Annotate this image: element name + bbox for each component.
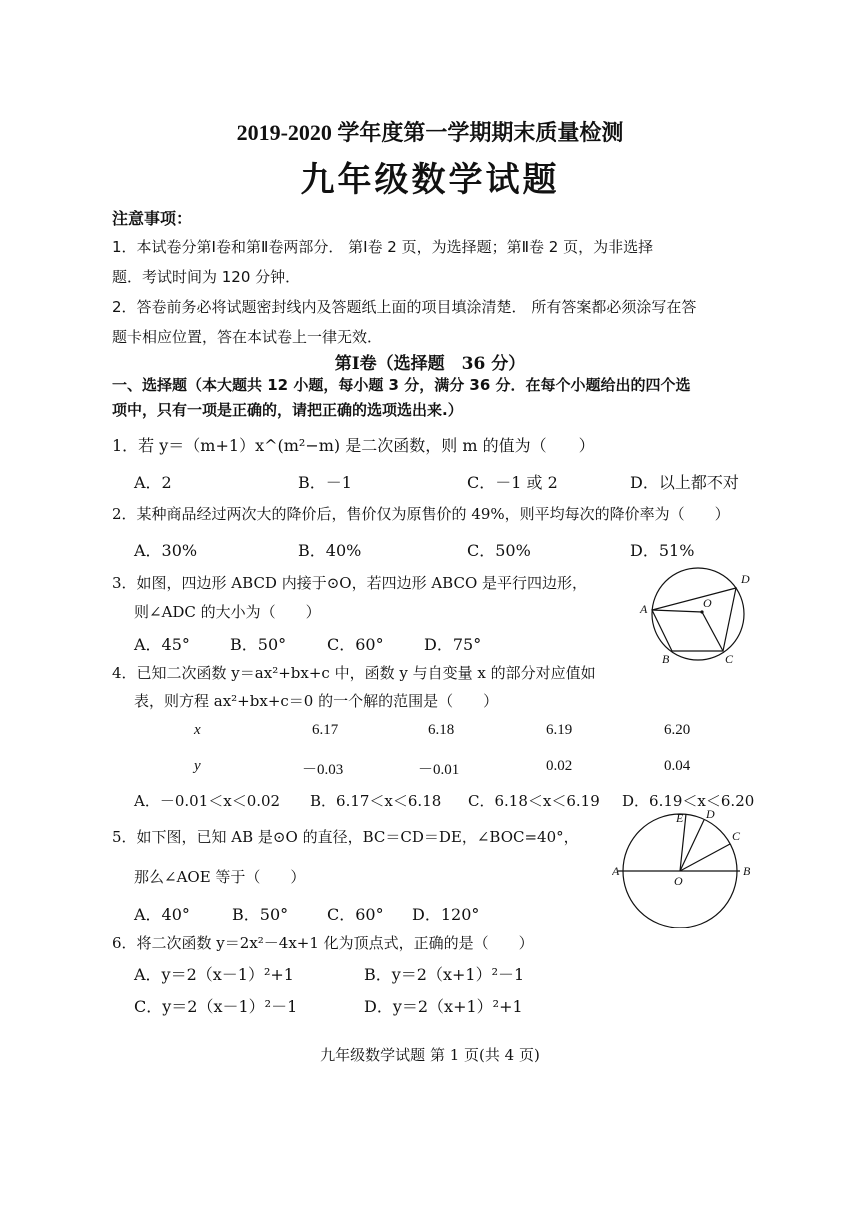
q4-stem-line2: 表，则方程 ax²+bx+c＝0 的一个解的范围是（ ）	[134, 692, 499, 710]
q4-option-c: C．6.18＜x＜6.19	[468, 792, 600, 810]
notes-item1-line1: 1．本试卷分第Ⅰ卷和第Ⅱ卷两部分． 第Ⅰ卷 2 页，为选择题；第Ⅱ卷 2 页，为非选择	[112, 238, 654, 256]
q1-stem: 1．若 y＝（m+1）x^(m²−m) 是二次函数，则 m 的值为（ ）	[112, 436, 595, 455]
q3-label-b: B	[662, 652, 670, 665]
q3-label-a: A	[640, 602, 648, 616]
q5-label-c: C	[732, 829, 741, 843]
q5-radius-od	[680, 820, 704, 871]
q1-option-b: B．－1	[298, 473, 352, 492]
q1-option-d: D．以上都不对	[630, 473, 739, 492]
section-intro-line2: 项中，只有一项是正确的，请把正确的选项选出来.）	[112, 401, 463, 419]
table-cell: 6.17	[312, 722, 339, 738]
q3-option-b: B．50°	[230, 635, 287, 654]
exam-subtitle: 九年级数学试题	[300, 160, 560, 200]
q3-quadrilateral-abcd	[652, 588, 736, 651]
table-cell: －0.03	[302, 762, 344, 778]
q3-label-d: D	[741, 572, 750, 586]
q3-stem-line2: 则∠ADC 的大小为（ ）	[134, 603, 321, 621]
q5-label-a: A	[612, 864, 620, 878]
q3-label-o: O	[703, 596, 712, 610]
q3-option-d: D．75°	[424, 635, 482, 654]
table-cell: 6.19	[546, 722, 573, 738]
q5-circle-figure	[612, 808, 784, 928]
table-header-x: x	[194, 722, 201, 738]
q5-radius-oc	[680, 844, 730, 871]
q3-label-c: C	[725, 652, 734, 665]
q6-option-c: C．y＝2（x－1）²－1	[134, 997, 298, 1016]
q6-option-d: D．y＝2（x+1）²+1	[364, 997, 523, 1016]
section-intro-line1: 一、选择题（本大题共 12 小题，每小题 3 分，满分 36 分．在每个小题给出的四个选	[112, 376, 691, 394]
q5-label-e: E	[676, 811, 684, 825]
table-cell: －0.01	[418, 762, 460, 778]
q4-option-d: D．6.19＜x＜6.20	[622, 792, 755, 810]
table-cell: 0.04	[664, 758, 691, 774]
q5-label-o: O	[674, 874, 683, 888]
q5-option-d: D．120°	[412, 905, 480, 924]
exam-title: 2019-2020 学年度第一学期期末质量检测	[236, 120, 624, 145]
q2-option-b: B．40%	[298, 541, 362, 560]
notes-item2-line1: 2．答卷前务必将试题密封线内及答题纸上面的项目填涂清楚． 所有答案都必须涂写在答	[112, 298, 697, 316]
q3-option-c: C．60°	[327, 635, 384, 654]
q2-option-d: D．51%	[630, 541, 695, 560]
q1-option-c: C．－1 或 2	[467, 473, 558, 492]
q6-stem: 6．将二次函数 y＝2x²－4x+1 化为顶点式，正确的是（ ）	[112, 934, 534, 952]
q5-label-b: B	[743, 864, 751, 878]
table-cell: 6.20	[664, 722, 691, 738]
notes-heading: 注意事项：	[112, 209, 193, 228]
q5-option-a: A．40°	[134, 905, 190, 924]
q5-option-c: C．60°	[327, 905, 384, 924]
table-header-y: y	[194, 758, 201, 774]
notes-item1-line2: 题．考试时间为 120 分钟．	[112, 268, 301, 286]
q1-option-a: A．2	[134, 473, 172, 492]
section-title: 第Ⅰ卷（选择题 36 分）	[334, 354, 526, 374]
q5-stem-line2: 那么∠AOE 等于（ ）	[134, 868, 306, 886]
q3-stem-line1: 3．如图，四边形 ABCD 内接于⊙O，若四边形 ABCO 是平行四边形，	[112, 574, 588, 592]
q4-stem-line1: 4．已知二次函数 y＝ax²+bx+c 中，函数 y 与自变量 x 的部分对应值如	[112, 664, 596, 682]
q2-option-a: A．30%	[134, 541, 198, 560]
q6-option-b: B．y＝2（x+1）²－1	[364, 965, 525, 984]
table-cell: 6.18	[428, 722, 455, 738]
q5-label-d: D	[706, 808, 715, 821]
table-cell: 0.02	[546, 758, 573, 774]
q3-center-dot	[700, 610, 703, 613]
q4-option-b: B．6.17＜x＜6.18	[310, 792, 442, 810]
q5-stem-line1: 5．如下图，已知 AB 是⊙O 的直径，BC＝CD＝DE，∠BOC=40°，	[112, 828, 579, 846]
q2-stem: 2．某种商品经过两次大的降价后，售价仅为原售价的 49%，则平均每次的降价率为（ ）	[112, 505, 730, 523]
notes-item2-line2: 题卡相应位置，答在本试卷上一律无效．	[112, 328, 383, 346]
q3-circle-figure	[632, 565, 760, 665]
q6-option-a: A．y＝2（x－1）²+1	[134, 965, 294, 984]
page-footer: 九年级数学试题 第 1 页(共 4 页)	[320, 1046, 540, 1064]
q3-option-a: A．45°	[134, 635, 190, 654]
q4-option-a: A．－0.01＜x＜0.02	[134, 792, 281, 810]
q2-option-c: C．50%	[467, 541, 531, 560]
q5-option-b: B．50°	[232, 905, 289, 924]
